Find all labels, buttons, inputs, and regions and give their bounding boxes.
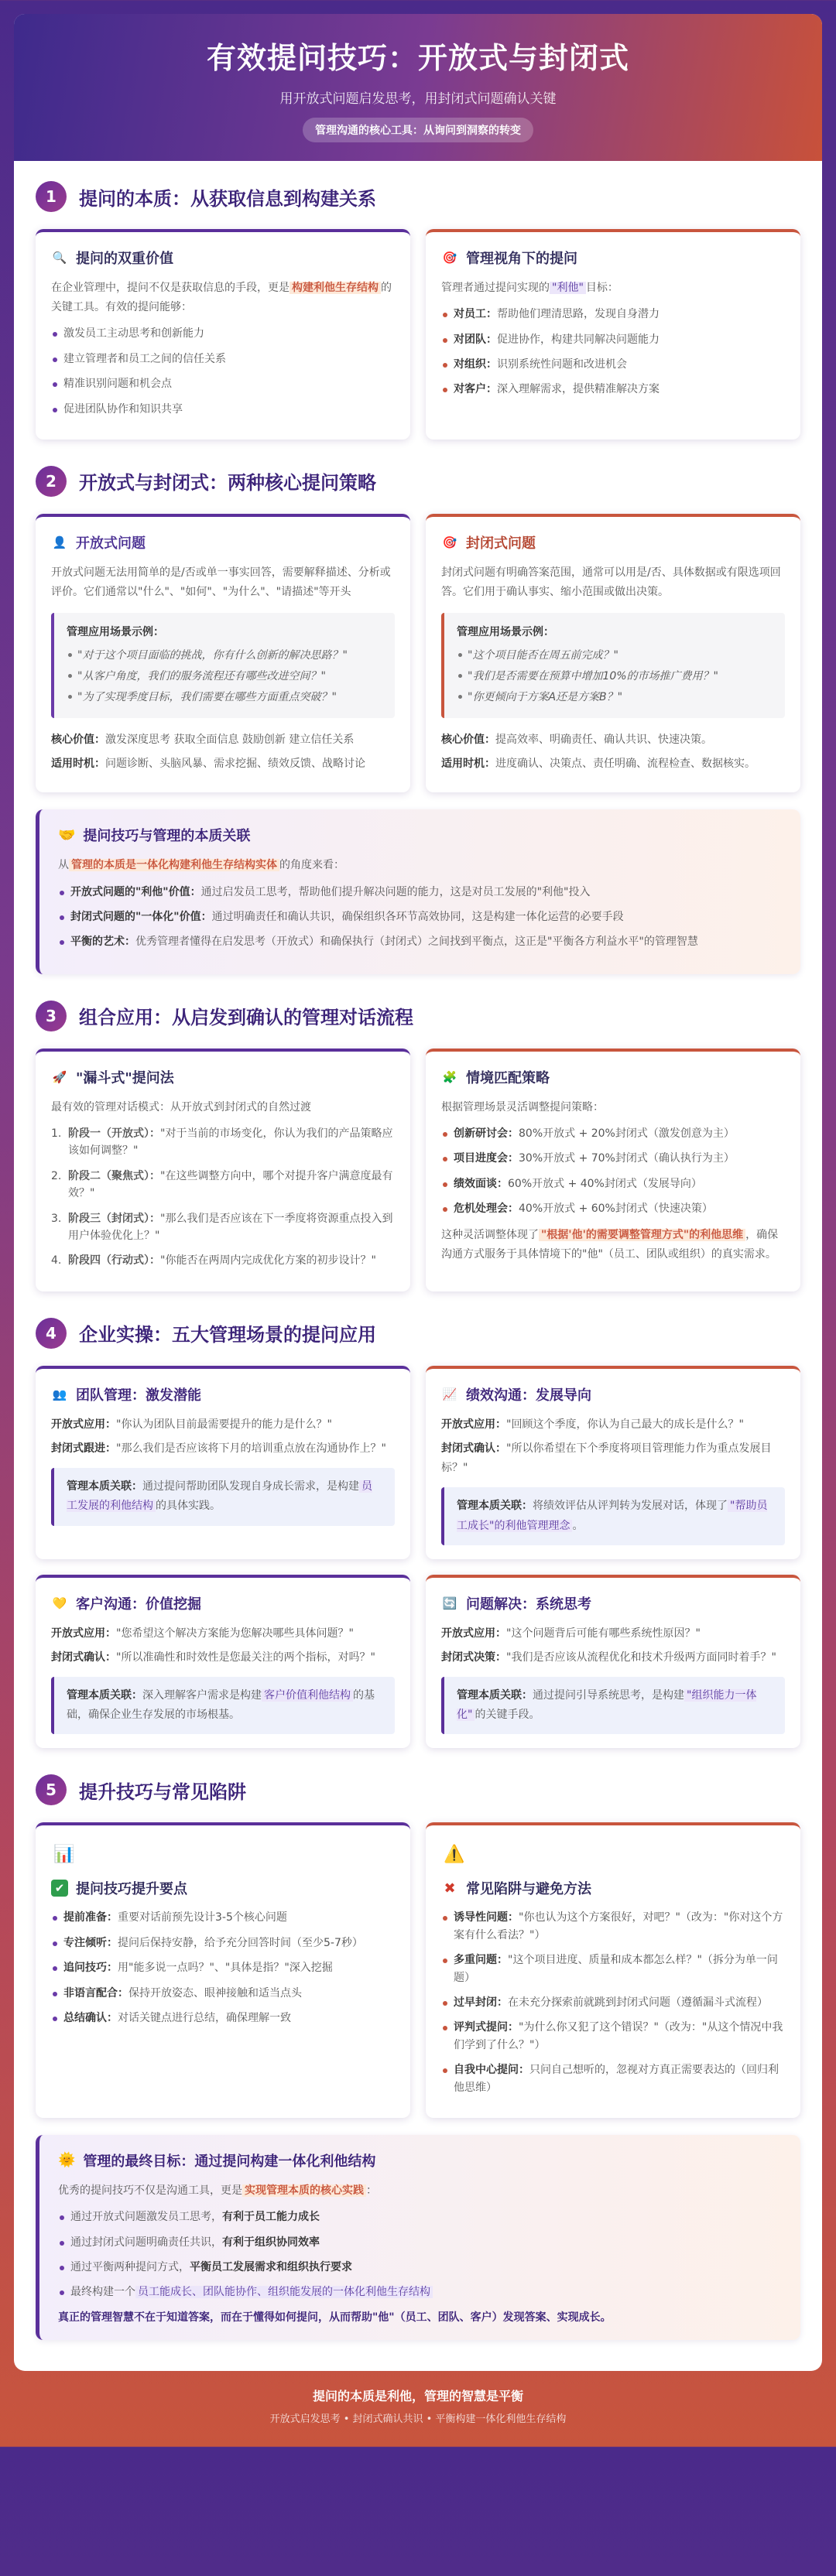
kv-value: "您希望这个解决方案能为您解决哪些具体问题？" [116,1627,354,1640]
card-title-text: 封闭式问题 [466,535,536,552]
essence-text: 将绩效评估从评判转为发展对话，体现了 [533,1500,728,1513]
section-number: 1 [36,181,67,212]
card-title [51,1067,395,1087]
essence-box [51,1677,395,1734]
item-key: 自我中心提问： [454,2064,529,2077]
use-timing [51,754,395,774]
example-item: "为了实现季度目标，我们需要在哪些方面重点突破？" [67,687,382,708]
section-4-header [36,1318,800,1349]
step-num: 2. [51,1169,62,1182]
list-item [441,1125,785,1142]
check-icon: ✔ [51,1880,68,1897]
essence-text: 的基础，确保企业生存发展的市场根基。 [67,1689,375,1722]
card-title [51,1384,395,1404]
item-value: 保持开放姿态、眼神接触和适当点头 [128,1986,302,2000]
magnifier-icon: 🔍 [52,251,67,265]
item-text: 通过开放式问题激发员工思考， [70,2211,222,2224]
card-title-text: "漏斗式"提问法 [76,1069,174,1086]
section-5-header [36,1774,800,1805]
cross-icon: ✖ [444,1880,456,1897]
example-title: 管理应用场景示例： [67,626,164,639]
card-title [441,1384,785,1404]
step-value: "那么我们是否应该在下一季度将资源重点投入到用户体验优化上？" [68,1212,393,1242]
example-item: "这个项目能否在周五前完成？" [457,645,773,666]
section-5 [36,1774,800,2339]
card-title [51,1593,395,1613]
goal-list [58,2208,782,2301]
card-title [441,1067,785,1087]
open-apply [441,1415,785,1435]
kv-value: "回顾这个季度，你认为自己最大的成长是什么？" [506,1418,744,1431]
team-icon: 👥 [52,1387,67,1401]
match-note [441,1226,785,1264]
intro-text: 在企业管理中，提问不仅是获取信息的手段，更是 [51,282,290,294]
card-desc: 开放式问题无法用简单的是/否或单一事实回答，需要解释描述、分析或评价。它们通常以"什么"、"如何"、"为什么"、"请描述"等开头 [51,566,391,599]
example-box [51,613,395,718]
section-3-header [36,1001,800,1031]
intro-text: 从 [58,859,69,872]
list-item [441,1952,785,1986]
target-icon: 🎯 [442,535,457,549]
goal-closing: 真正的管理智慧不在于知道答案，而在于懂得如何提问，从而帮助"他"（员工、团队、客户）发现答案、实现成长。 [58,2311,612,2324]
item-strong: 平衡员工发展需求和组织执行要求 [190,2260,352,2273]
section-number: 4 [36,1318,67,1349]
intro-text: 管理者通过提问实现的 [441,282,550,294]
card-title [51,532,395,552]
list-item [58,908,782,925]
list-item [58,2284,782,2301]
item-key: 对组织： [454,357,497,371]
card-desc: 最有效的管理对话模式：从开放式到封闭式的自然过渡 [51,1100,311,1114]
card-title-text: 管理视角下的提问 [466,251,577,267]
item-key: 对团队： [454,333,497,346]
step-num: 3. [51,1212,62,1225]
card-title [51,248,395,268]
item-value: 通过明确责任和确认共识，确保组织各环节高效协同，这是构建一体化运营的必要手段 [211,911,624,924]
item-value: 只问自己想听的，忽视对方真正需要表达的（回归利他思维） [454,2064,779,2094]
kv-key: 封闭式确认： [51,1651,116,1664]
section-1-grid [36,229,800,440]
rocket-icon: 🚀 [52,1069,67,1084]
example-title: 管理应用场景示例： [457,626,554,639]
list-item [441,306,785,323]
intro-highlight: 管理的本质是一体化构建利他生存结构实体 [69,859,279,871]
essence-highlight: 客户价值利他结构 [262,1689,353,1702]
traps-list [441,1909,785,2096]
intro-text: 的关键工具。有效的提问能够： [51,282,392,314]
kv-value: "我们是否应该从流程优化和技术升级两方面同时着手？" [506,1651,776,1664]
item-value: 通过启发员工思考，帮助他们提升解决问题的能力，这是对员工发展的"利他"投入 [200,885,591,898]
list-item: 促进团队协作和知识共享 [51,401,395,418]
section-4-row-1 [36,1366,800,1559]
person-icon: 👤 [52,535,67,549]
management-view-card [426,229,800,440]
list-item [441,1175,785,1192]
card-title [441,1593,785,1613]
item-value: 提问后保持安静，给予充分回答时间（至少5-7秒） [118,1936,363,1949]
step-item [51,1252,395,1269]
relation-list [58,884,782,951]
relation-title [58,825,782,845]
kv-value: 进度确认、决策点、责任明确、流程检查、数据核实。 [495,758,755,771]
closed-apply [51,1439,395,1459]
scenario-match-card [426,1049,800,1291]
kv-key: 开放式应用： [51,1418,116,1431]
section-title: 提升技巧与常见陷阱 [79,1781,246,1803]
item-key: 过早封闭： [454,1996,508,2009]
list-item [51,1935,395,1952]
kv-key: 核心价值： [51,734,105,747]
kv-value: 提高效率、明确责任、确认共识、快速决策。 [495,734,712,747]
dual-value-card [36,229,410,440]
chart-icon: 📈 [442,1387,457,1401]
funnel-card [36,1049,410,1291]
scene-card-performance [426,1366,800,1559]
step-num: 1. [51,1127,62,1141]
section-4-row-2 [36,1575,800,1749]
list-item [441,381,785,398]
step-key: 阶段四（行动式）： [68,1254,160,1267]
card-title [51,1878,395,1898]
item-key: 追问技巧： [63,1962,118,1975]
list-item [51,1959,395,1976]
use-timing [441,754,785,774]
essence-highlight: "组织能力一体化" [457,1689,757,1722]
section-number: 5 [36,1774,67,1805]
kv-value: 问题诊断、头脑风暴、需求挖掘、绩效反馈、战略讨论 [105,758,365,771]
item-value: 60%开放式 + 40%封闭式（发展导向） [508,1177,702,1190]
item-value: 在未充分探索前就跳到封闭式问题（遵循漏斗式流程） [508,1996,768,2009]
list-item [58,2259,782,2276]
list-item [51,1985,395,2002]
core-value [51,730,395,750]
step-item [51,1125,395,1160]
item-text: 通过平衡两种提问方式， [70,2260,190,2273]
item-value: "这个项目进度、质量和成本都怎么样？"（拆分为单一问题） [454,1954,778,1984]
item-key: 开放式问题的"利他"价值： [70,885,201,898]
cycle-icon: 🔄 [442,1596,457,1610]
card-intro [51,279,395,317]
kv-value: "你认为团队目前最需要提升的能力是什么？" [116,1418,332,1431]
footer-tagline: 开放式启发思考 • 封闭式确认共识 • 平衡构建一体化利他生存结构 [269,2413,567,2425]
open-apply [441,1624,785,1644]
relation-title-text: 提问技巧与管理的本质关联 [83,828,251,845]
item-value: "为什么你又犯了这个错误？"（改为："从这个情况中我们学到了什么？"） [454,2021,783,2051]
essence-key: 管理本质关联： [457,1689,533,1702]
essence-box [51,1468,395,1525]
traps-card [426,1822,800,2118]
kv-value: "所以准确性和时效性是您最关注的两个指标，对吗？" [116,1651,375,1664]
note-highlight: "根据'他'的需要调整管理方式"的利他思维 [539,1229,745,1241]
kv-key: 开放式应用： [51,1627,116,1640]
item-value: 80%开放式 + 20%封闭式（激发创意为主） [519,1127,735,1141]
sun-icon: 🌞 [58,2152,76,2169]
essence-box [441,1677,785,1734]
section-2 [36,466,800,974]
final-goal-box [36,2135,800,2340]
essence-key: 管理本质关联： [457,1500,533,1513]
card-title-text: 绩效沟通：发展导向 [466,1387,591,1404]
intro-highlight: 构建利他生存结构 [290,282,381,294]
list-item [441,1994,785,2011]
step-item [51,1210,395,1245]
scene-card-team [36,1366,410,1559]
main-content [14,161,822,2371]
item-value: 优秀管理者懂得在启发思考（开放式）和确保执行（封闭式）之间找到平衡点，这正是"平衡各方利益水平"的管理智慧 [135,936,698,949]
value-list [51,325,395,418]
section-4 [36,1318,800,1749]
section-title: 组合应用：从启发到确认的管理对话流程 [79,1007,413,1029]
item-key: 对员工： [454,308,497,321]
list-item [441,331,785,348]
relation-intro [58,856,782,875]
tips-list [51,1909,395,2027]
card-title [441,532,785,552]
list-item: 建立管理者和员工之间的信任关系 [51,351,395,368]
item-key: 创新研讨会： [454,1127,519,1141]
section-1 [36,181,800,440]
hero-pill: 管理沟通的核心工具：从询问到洞察的转变 [303,118,533,142]
item-value: 深入理解需求，提供精准解决方案 [497,383,660,396]
closed-question-card [426,514,800,793]
goal-intro [58,2181,782,2201]
open-apply [51,1415,395,1435]
open-question-card [36,514,410,793]
step-value: "你能否在两周内完成优化方案的初步设计？" [160,1254,376,1267]
step-item [51,1168,395,1202]
footer-slogan: 提问的本质是利他，管理的智慧是平衡 [312,2388,523,2403]
section-number: 2 [36,466,67,497]
item-value: 重要对话前预先设计3-5个核心问题 [118,1911,287,1924]
item-key: 专注倾听： [63,1936,118,1949]
bar-chart-icon: 📊 [53,1844,75,1864]
essence-text: 深入理解客户需求是构建 [142,1689,262,1702]
intro-text: 目标： [585,282,618,294]
card-title [441,1878,785,1898]
list-item [51,1909,395,1926]
item-value: 促进协作，构建共同解决问题能力 [497,333,660,346]
card-title [441,248,785,268]
item-key: 平衡的艺术： [70,936,135,949]
closed-apply [441,1648,785,1668]
infographic-page [14,14,822,2371]
open-apply [51,1624,395,1644]
card-title-text: 开放式问题 [76,535,146,552]
ratio-list [441,1125,785,1218]
kv-key: 开放式应用： [441,1627,506,1640]
essence-text: 的关键手段。 [475,1709,540,1722]
list-item [441,1200,785,1217]
step-key: 阶段一（开放式）： [68,1127,160,1141]
section-number: 3 [36,1001,67,1031]
item-key: 多重问题： [454,1954,508,1967]
kv-key: 封闭式确认： [441,1442,506,1455]
list-item: 精准识别问题和机会点 [51,375,395,392]
section-title: 企业实操：五大管理场景的提问应用 [79,1324,376,1346]
page-title: 有效提问技巧：开放式与封闭式 [206,41,629,75]
card-intro [441,279,785,298]
kv-value: 激发深度思考 获取全面信息 鼓励创新 建立信任关系 [105,734,355,747]
card-desc: 封闭式问题有明确答案范围，通常可以用是/否、具体数据或有限选项回答。它们用于确认事实、缩小范围或做出决策。 [441,566,781,599]
list-item [441,356,785,373]
item-key: 提前准备： [63,1911,118,1924]
section-title: 提问的本质：从获取信息到构建关系 [79,187,376,210]
list-item [58,2234,782,2251]
list-item [441,2061,785,2096]
item-strong: 有利于组织协同效率 [222,2236,320,2249]
item-highlight: 员工能成长、团队能协作、组织能发展的一体化利他生存结构 [135,2286,433,2298]
item-value: 识别系统性问题和改进机会 [497,357,627,371]
goal-list [441,306,785,399]
list-item: 激发员工主动思考和创新能力 [51,325,395,342]
closed-apply [441,1439,785,1478]
puzzle-icon: 🧩 [442,1069,457,1084]
example-item: "我们是否需要在预算中增加10%的市场推广费用？" [457,666,773,687]
page-subtitle: 用开放式问题启发思考，用封闭式问题确认关键 [279,91,557,107]
example-item: "对于这个项目面临的挑战，你有什么创新的解决思路？" [67,645,382,666]
footer [14,2371,822,2447]
kv-value: "这个问题背后可能有哪些系统性原因？" [506,1627,701,1640]
item-key: 非语言配合： [63,1986,128,2000]
item-key: 封闭式问题的"一体化"价值： [70,911,212,924]
goal-title-text: 管理的最终目标：通过提问构建一体化利他结构 [83,2153,376,2170]
item-strong: 有利于员工能力成长 [222,2211,320,2224]
intro-text: ： [366,2184,377,2197]
item-value: 30%开放式 + 70%封闭式（确认执行为主） [519,1152,735,1165]
example-item: "从客户角度，我们的服务流程还有哪些改进空间？" [67,666,382,687]
scene-card-problem [426,1575,800,1749]
item-value: "你也认为这个方案很好，对吧？"（改为："你对这个方案有什么看法？"） [454,1911,783,1941]
card-title-text: 情境匹配策略 [466,1069,550,1086]
warning-icon: ⚠️ [444,1844,465,1864]
step-num: 4. [51,1254,62,1267]
card-title-text: 常见陷阱与避免方法 [466,1881,591,1898]
kv-key: 适用时机： [51,758,105,771]
scene-card-customer [36,1575,410,1749]
item-value: 用"能多说一点吗？"、"具体是指？"深入挖掘 [118,1962,333,1975]
tips-card [36,1822,410,2118]
card-title-text: 提问技巧提升要点 [76,1881,187,1898]
essence-highlight: "帮助员工成长"的利他管理理念 [457,1500,768,1532]
section-2-header [36,466,800,497]
card-title-text: 客户沟通：价值挖掘 [76,1596,201,1613]
section-2-grid [36,514,800,793]
intro-highlight: 实现管理本质的核心实践 [242,2184,366,2197]
intro-text: 的角度来看： [279,859,344,872]
step-key: 阶段三（封闭式）： [68,1212,160,1225]
card-title-text: 团队管理：激发潜能 [76,1387,201,1404]
core-value [441,730,785,750]
step-key: 阶段二（聚焦式）： [68,1169,160,1182]
relation-box [36,809,800,973]
relation-icon: 🤝 [58,826,76,843]
kv-key: 封闭式跟进： [51,1442,116,1455]
list-item [441,1150,785,1167]
essence-box [441,1487,785,1545]
kv-key: 适用时机： [441,758,495,771]
kv-key: 开放式应用： [441,1418,506,1431]
item-key: 绩效面谈： [454,1177,508,1190]
essence-text: 通过提问帮助团队发现自身成长需求，是构建 [142,1480,359,1493]
section-3 [36,1001,800,1291]
item-key: 总结确认： [63,2012,118,2024]
step-value: "对于当前的市场变化，你认为我们的产品策略应该如何调整？" [68,1127,393,1158]
item-text: 通过封闭式问题明确责任共识， [70,2236,222,2249]
list-item [58,2208,782,2225]
item-key: 对客户： [454,383,497,396]
intro-highlight: "利他" [550,282,586,294]
essence-text: 通过提问引导系统思考，是构建 [533,1689,684,1702]
card-title-text: 问题解决：系统思考 [466,1596,591,1613]
item-key: 诱导性问题： [454,1911,519,1924]
section-title: 开放式与封闭式：两种核心提问策略 [79,472,376,494]
essence-key: 管理本质关联： [67,1480,142,1493]
example-box [441,613,785,718]
item-text: 最终构建一个 [70,2286,135,2299]
kv-value: "所以你希望在下个季度将项目管理能力作为重点发展目标？" [441,1442,772,1475]
item-key: 危机处理会： [454,1202,519,1216]
list-item [58,933,782,950]
kv-value: "那么我们是否应该将下月的培训重点放在沟通协作上？" [116,1442,386,1455]
essence-text: 的具体实践。 [156,1500,221,1513]
funnel-steps [51,1125,395,1270]
target-icon: 🎯 [442,251,457,265]
essence-text: 。 [572,1519,584,1532]
item-key: 评判式提问： [454,2021,519,2034]
item-value: 对话关键点进行总结，确保理解一致 [118,2012,291,2024]
step-value: "在这些调整方向中，哪个对提升客户满意度最有效？" [68,1169,393,1200]
list-item [58,884,782,901]
section-1-header [36,181,800,212]
list-item [51,2010,395,2027]
essence-key: 管理本质关联： [67,1689,142,1702]
section-5-grid [36,1822,800,2118]
kv-key: 核心价值： [441,734,495,747]
example-item: "你更倾向于方案A还是方案B？" [457,687,773,708]
card-title-text: 提问的双重价值 [76,251,173,267]
essence-highlight: 员工发展的利他结构 [67,1480,372,1513]
note-text: ，确保沟通方式服务于具体情境下的"他"（员工、团队或组织）的真实需求。 [441,1228,779,1261]
note-text: 这种灵活调整体现了 [441,1228,539,1241]
kv-key: 封闭式决策： [441,1651,506,1664]
item-value: 帮助他们理清思路，发现自身潜力 [497,308,660,321]
card-desc: 根据管理场景灵活调整提问策略： [441,1100,604,1114]
hero-banner [14,14,822,161]
heart-icon: 💛 [52,1596,67,1610]
section-3-grid [36,1049,800,1291]
item-value: 40%开放式 + 60%封闭式（快速决策） [519,1202,713,1216]
intro-text: 优秀的提问技巧不仅是沟通工具，更是 [58,2184,242,2197]
item-key: 项目进度会： [454,1152,519,1165]
list-item [441,1909,785,1944]
list-item [441,2019,785,2054]
goal-title [58,2150,782,2171]
closed-apply [51,1648,395,1668]
